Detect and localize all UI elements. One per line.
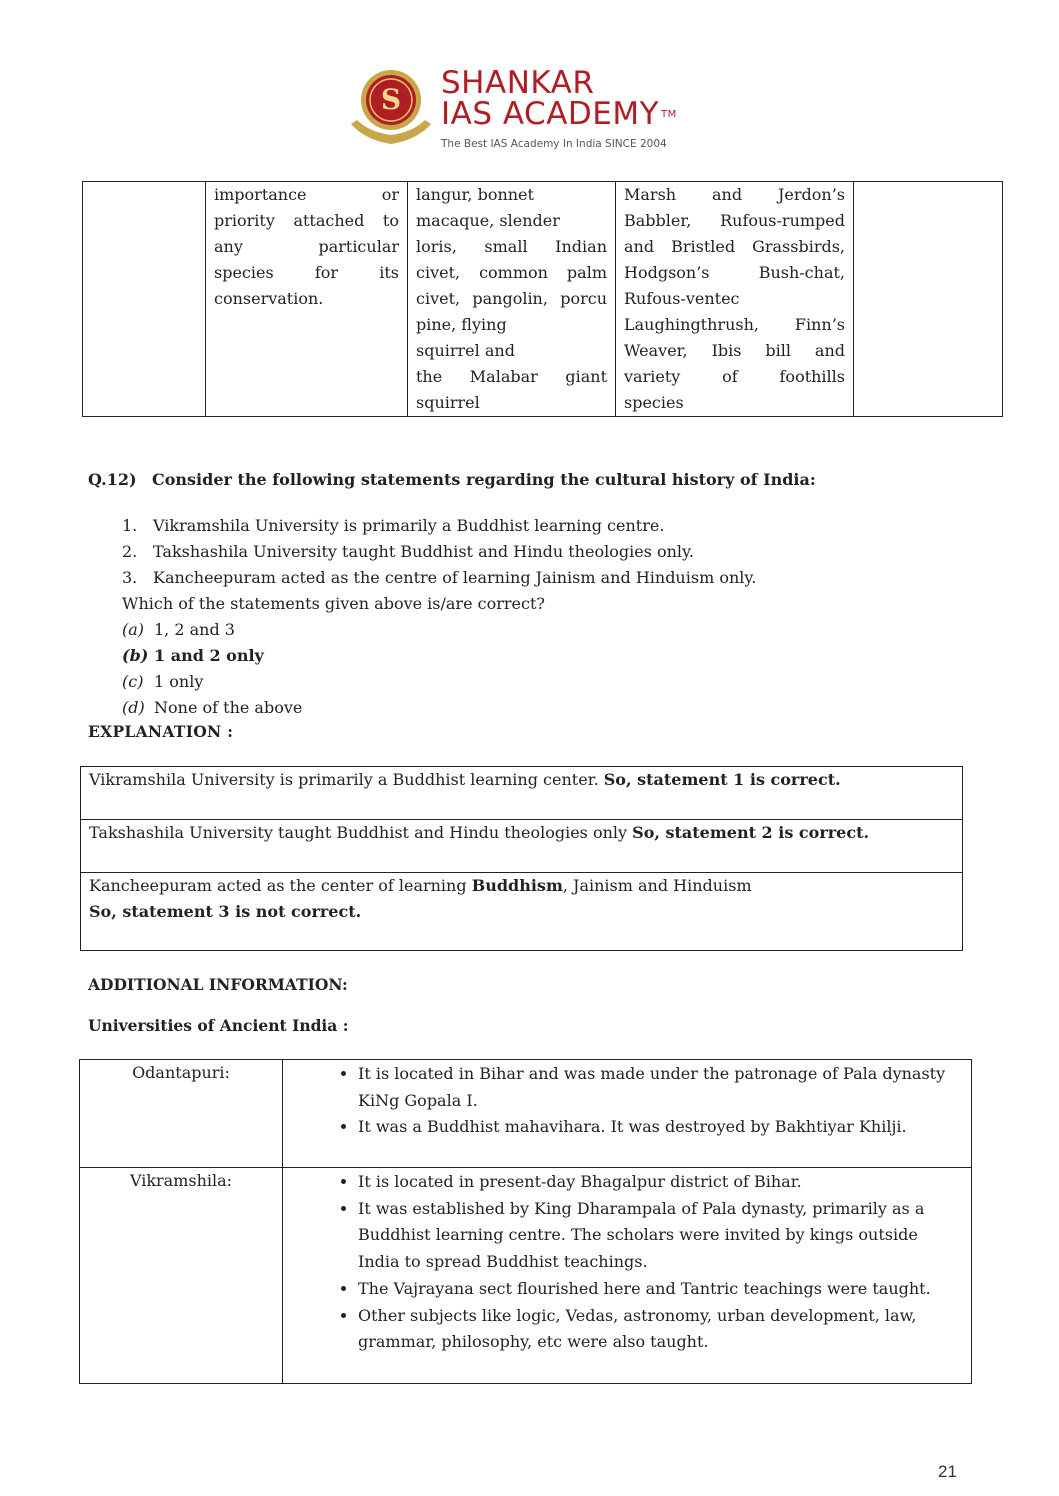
- list-item: • The Vajrayana sect flourished here and Tantric teachings were taught.: [358, 1276, 958, 1303]
- shield-emblem-icon: [345, 62, 437, 150]
- table-cell: [854, 182, 1003, 417]
- question-body: [122, 513, 756, 721]
- question-prompt: Which of the statements given above is/are correct?: [122, 594, 545, 613]
- species-table: [82, 181, 1003, 417]
- explanation-row-2: Takshashila University taught Buddhist and Hindu theologies only So, statement 2 is correct.: [81, 820, 963, 873]
- question-heading: Q.12) Consider the following statements regarding the cultural history of India:: [88, 470, 816, 489]
- list-item: • It is located in present-day Bhagalpur district of Bihar.: [358, 1169, 958, 1196]
- statement-3: 3. Kancheepuram acted as the centre of learning Jainism and Hinduism only.: [122, 568, 757, 587]
- universities-table: [79, 1059, 972, 1384]
- table-cell-mammals: langur, bonnet macaque, slender loris, small Indian civet, common palm civet, pangolin, porcu pine, flying squirrel and the Malabar giant squirrel: [408, 182, 616, 417]
- table-cell-birds: Marsh and Jerdon’s Babbler, Rufous-rumped and Bristled Grassbirds, Hodgson’s Bush-chat, Rufous-ventec Laughingthrush, Finn’s Weaver, Ibis bill and variety of foothills species: [616, 182, 854, 417]
- universities-heading: Universities of Ancient India :: [88, 1016, 349, 1035]
- logo-title: SHANKAR IAS ACADEMY ™: [441, 65, 677, 132]
- statement-2: 2. Takshashila University taught Buddhist and Hindu theologies only.: [122, 542, 695, 561]
- statement-1: 1. Vikramshila University is primarily a Buddhist learning centre.: [122, 516, 665, 535]
- list-item: • It was established by King Dharampala of Pala dynasty, primarily as a Buddhist learning centre. The scholars were invited by kings outside India to spread Buddhist teachings.: [358, 1196, 958, 1276]
- table-cell-importance: importance or priority attached to any particular species for its conservation.: [206, 182, 408, 417]
- university-points-odantapuri: [283, 1060, 972, 1168]
- logo-tagline: The Best IAS Academy In India SINCE 2004: [441, 138, 667, 150]
- svg-text:S: S: [380, 83, 402, 116]
- list-item: • Other subjects like logic, Vedas, astronomy, urban development, law, grammar, philosophy, etc were also taught.: [358, 1303, 958, 1356]
- list-item: • It is located in Bihar and was made under the patronage of Pala dynasty KiNg Gopala I.: [358, 1061, 958, 1114]
- additional-info-heading: ADDITIONAL INFORMATION:: [88, 975, 348, 994]
- page-number: 21: [938, 1462, 957, 1481]
- list-item: • It was a Buddhist mahavihara. It was destroyed by Bakhtiyar Khilji.: [358, 1114, 958, 1141]
- option-b-answer: (b) 1 and 2 only: [122, 646, 264, 665]
- option-a: (a) 1, 2 and 3: [122, 620, 235, 639]
- explanation-row-1: Vikramshila University is primarily a Buddhist learning center. So, statement 1 is correct.: [81, 767, 963, 820]
- explanation-table: [80, 766, 963, 951]
- university-points-vikramshila: [283, 1168, 972, 1384]
- option-c: (c) 1 only: [122, 672, 204, 691]
- option-d: (d) None of the above: [122, 698, 303, 717]
- table-cell: [83, 182, 206, 417]
- university-name-odantapuri: Odantapuri:: [80, 1060, 283, 1168]
- explanation-heading: EXPLANATION :: [88, 722, 234, 741]
- academy-logo: [345, 62, 735, 154]
- university-name-vikramshila: Vikramshila:: [80, 1168, 283, 1384]
- explanation-row-3: Kancheepuram acted as the center of learning Buddhism, Jainism and Hinduism So, statement 3 is not correct.: [81, 873, 963, 951]
